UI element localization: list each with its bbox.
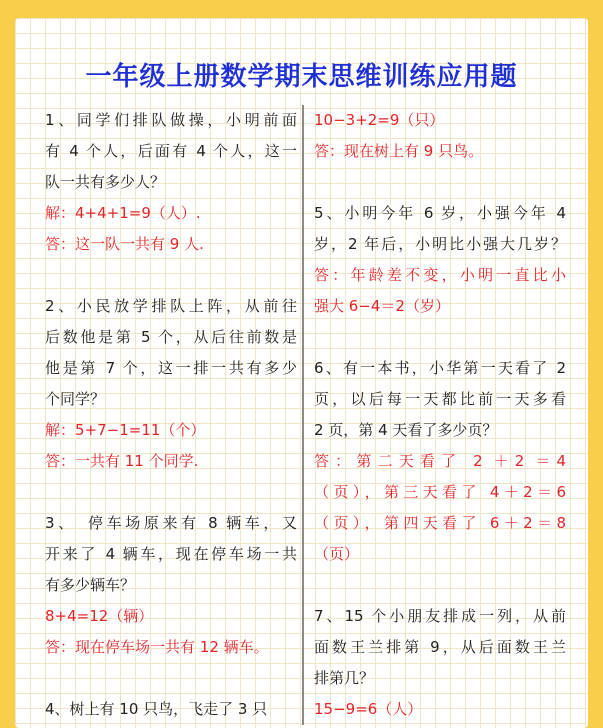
answer-line: 解：5+7−1=11（个） xyxy=(45,421,206,439)
answer-line: （页），第四天看了 6＋2＝8 xyxy=(314,514,566,532)
question-line: 2 页，第 4 天看了多少页？ xyxy=(314,421,498,439)
answer-line: 答：现在树上有 9 只鸟。 xyxy=(314,142,484,160)
spacer xyxy=(45,260,297,291)
question-line: 有多少辆车？ xyxy=(45,576,136,594)
answer-line: 答：现在停车场一共有 12 辆车。 xyxy=(45,638,269,656)
question-line: 他是第 7 个，这一排一共有多少 xyxy=(45,359,297,377)
question-line: 页，以后每一天都比前一天多看 xyxy=(314,390,566,408)
question-line: 开来了 4 辆车，现在停车场一共 xyxy=(45,545,297,563)
answer-line: 解：4+4+1=9（人）. xyxy=(45,204,201,222)
answer-line: 10−3+2=9（只） xyxy=(314,111,445,129)
answer-line: 答：年龄差不变，小明一直比小 xyxy=(314,266,566,284)
question-line: 4、树上有 10 只鸟，飞走了 3 只 xyxy=(45,700,268,718)
answer-line: 15−9=6（人） xyxy=(314,700,423,718)
answer-line: 答：第二天看了 2 ＋2 ＝4 xyxy=(314,452,566,470)
answer-line: 强大 6−4＝2（岁） xyxy=(314,297,450,315)
question-line: 7、15 个小朋友排成一列，从前 xyxy=(314,607,566,625)
column-divider xyxy=(302,105,304,725)
right-column xyxy=(314,105,566,725)
question-line: 有 4 个人，后面有 4 个人，这一 xyxy=(45,142,297,160)
question-line: 后数他是第 5 个，从后往前数是 xyxy=(45,328,297,346)
answer-line: 答：一共有 11 个同学. xyxy=(45,452,199,470)
answer-line: （页），第三天看了 4＋2＝6 xyxy=(314,483,566,501)
question-line: 6、有一本书，小华第一天看了 2 xyxy=(314,359,566,377)
spacer xyxy=(45,477,297,508)
answer-line: 8+4=12（辆） xyxy=(45,607,154,625)
question-line: 岁，2 年后，小明比小强大几岁？ xyxy=(314,235,566,253)
question-line: 排第几？ xyxy=(314,669,375,687)
question-line: 面数王兰排第 9，从后面数王兰 xyxy=(314,638,566,656)
page-title: 一年级上册数学期末思维训练应用题 xyxy=(85,62,518,92)
question-line: 1、同学们排队做操，小明前面 xyxy=(45,111,297,129)
answer-line: （页） xyxy=(314,545,360,563)
left-column xyxy=(45,105,297,725)
question-line: 3、 停车场原来有 8 辆车，又 xyxy=(45,514,297,532)
spacer xyxy=(45,663,297,694)
question-line: 5、小明今年 6 岁，小强今年 4 xyxy=(314,204,566,222)
spacer xyxy=(314,167,566,198)
question-line: 队一共有多少人？ xyxy=(45,173,166,191)
spacer xyxy=(314,570,566,601)
question-line: 2、小民放学排队上阵，从前往 xyxy=(45,297,297,315)
answer-line: 答：这一队一共有 9 人. xyxy=(45,235,204,253)
question-line: 个同学？ xyxy=(45,390,106,408)
spacer xyxy=(314,322,566,353)
